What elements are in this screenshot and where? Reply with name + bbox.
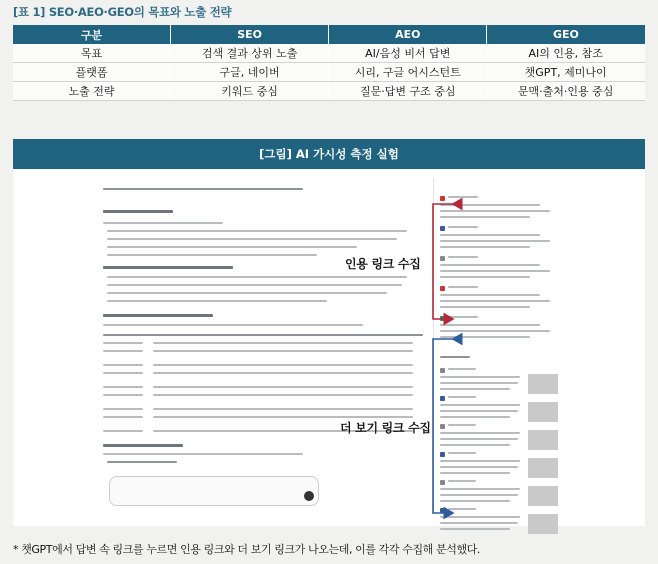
table-cell: 구글, 네이버 — [171, 63, 329, 82]
source-favicon-icon — [440, 196, 445, 201]
table-cell: 검색 결과 상위 노출 — [171, 44, 329, 63]
link-thumbnail — [528, 486, 558, 506]
placeholder-text-line — [103, 334, 423, 336]
placeholder-text-line — [153, 394, 413, 396]
link-thumbnail — [528, 514, 558, 534]
placeholder-text-line — [103, 408, 143, 410]
citation-text-line — [448, 226, 478, 228]
placeholder-text-line — [107, 230, 407, 232]
link-thumbnail — [528, 430, 558, 450]
header-aeo: AEO — [329, 25, 487, 44]
more-link-text-line — [440, 388, 510, 390]
citation-text-line — [440, 264, 540, 266]
more-link-text-line — [448, 396, 476, 398]
table-cell: 문맥·출처·인용 중심 — [487, 82, 645, 101]
more-link-text-line — [440, 516, 520, 518]
header-geo: GEO — [487, 25, 645, 44]
more-link-text-line — [448, 368, 476, 370]
more-link-text-line — [448, 480, 476, 482]
table-cell: AI의 인용, 참조 — [487, 44, 645, 63]
chat-answer-column — [93, 176, 425, 516]
placeholder-text-line — [107, 284, 402, 286]
figure-title: [그림] AI 가시성 측정 실험 — [13, 139, 645, 169]
table-cell: AI/음성 비서 답변 — [329, 44, 487, 63]
table-cell: 키워드 중심 — [171, 82, 329, 101]
table-cell: 시리, 구글 어시스턴트 — [329, 63, 487, 82]
more-link-text-line — [440, 438, 518, 440]
table-cell: 질문·답변 구조 중심 — [329, 82, 487, 101]
more-link-text-line — [440, 376, 520, 378]
source-favicon-icon — [440, 286, 445, 291]
more-link-text-line — [440, 500, 510, 502]
placeholder-text-line — [103, 222, 223, 224]
citation-text-line — [440, 276, 530, 278]
placeholder-text-line — [153, 364, 413, 366]
placeholder-text-line — [103, 386, 143, 388]
link-thumbnail — [528, 374, 558, 394]
placeholder-text-line — [103, 394, 143, 396]
table-cell: 플랫폼 — [13, 63, 171, 82]
strategy-table — [13, 25, 645, 101]
table-cell: 목표 — [13, 44, 171, 63]
citation-text-line — [440, 294, 540, 296]
more-link-text-line — [448, 508, 476, 510]
placeholder-text-line — [103, 314, 213, 317]
table-row — [13, 44, 645, 63]
table-caption: [표 1] SEO·AEO·GEO의 목표와 노출 전략 — [13, 5, 232, 19]
source-favicon-icon — [440, 396, 445, 401]
citation-text-line — [440, 270, 550, 272]
source-favicon-icon — [440, 316, 445, 321]
placeholder-text-line — [153, 416, 413, 418]
more-link-text-line — [440, 382, 518, 384]
chat-input-box[interactable] — [109, 476, 319, 506]
send-button[interactable] — [304, 491, 314, 501]
citation-text-line — [440, 204, 540, 206]
more-link-text-line — [440, 460, 520, 462]
sources-panel — [433, 178, 562, 514]
placeholder-text-line — [107, 300, 327, 302]
more-link-text-line — [448, 452, 476, 454]
placeholder-text-line — [103, 372, 143, 374]
placeholder-text-line — [107, 461, 177, 463]
citation-text-line — [440, 300, 550, 302]
citation-link-label: 인용 링크 수집 — [345, 257, 421, 271]
source-favicon-icon — [440, 508, 445, 513]
placeholder-text-line — [107, 246, 357, 248]
placeholder-text-line — [107, 276, 407, 278]
more-link-text-line — [440, 488, 520, 490]
link-thumbnail — [528, 458, 558, 478]
placeholder-text-line — [103, 342, 143, 344]
placeholder-text-line — [103, 444, 183, 447]
citation-text-line — [448, 196, 478, 198]
table-row — [13, 63, 645, 82]
footnote: * 챗GPT에서 답변 속 링크를 누르면 인용 링크와 더 보기 링크가 나오는데, 이를 각각 수집해 분석했다. — [13, 543, 481, 556]
more-link-text-line — [440, 444, 510, 446]
placeholder-text-line — [153, 386, 413, 388]
citation-text-line — [440, 216, 530, 218]
more-link-label: 더 보기 링크 수집 — [340, 421, 431, 435]
placeholder-text-line — [103, 350, 143, 352]
citation-text-line — [440, 324, 540, 326]
table-header-row — [13, 25, 645, 44]
citation-text-line — [448, 316, 478, 318]
placeholder-text-line — [107, 238, 397, 240]
citation-text-line — [440, 210, 550, 212]
source-favicon-icon — [440, 452, 445, 457]
link-thumbnail — [528, 402, 558, 422]
source-favicon-icon — [440, 480, 445, 485]
placeholder-text-line — [103, 416, 143, 418]
placeholder-text-line — [103, 210, 173, 213]
placeholder-text-line — [107, 254, 317, 256]
placeholder-text-line — [153, 372, 413, 374]
source-favicon-icon — [440, 256, 445, 261]
more-link-text-line — [440, 528, 510, 530]
placeholder-text-line — [103, 364, 143, 366]
table-cell: 노출 전략 — [13, 82, 171, 101]
table-row — [13, 82, 645, 101]
more-link-text-line — [440, 522, 518, 524]
chatgpt-screenshot — [93, 176, 563, 516]
source-favicon-icon — [440, 226, 445, 231]
more-link-text-line — [440, 432, 520, 434]
citation-text-line — [440, 336, 530, 338]
more-link-text-line — [440, 404, 520, 406]
source-favicon-icon — [440, 424, 445, 429]
placeholder-text-line — [107, 292, 387, 294]
header-seo: SEO — [171, 25, 329, 44]
more-link-text-line — [440, 416, 510, 418]
more-heading-line — [440, 356, 470, 358]
more-link-text-line — [440, 466, 518, 468]
figure-box — [13, 139, 645, 526]
placeholder-text-line — [103, 188, 303, 190]
placeholder-text-line — [153, 350, 413, 352]
more-link-text-line — [440, 410, 518, 412]
placeholder-text-line — [103, 266, 233, 269]
more-link-text-line — [440, 472, 510, 474]
citation-text-line — [440, 240, 550, 242]
more-link-text-line — [440, 494, 518, 496]
citation-text-line — [440, 330, 550, 332]
citation-text-line — [448, 286, 478, 288]
placeholder-text-line — [103, 430, 143, 432]
more-link-text-line — [448, 424, 476, 426]
table-cell: 챗GPT, 제미나이 — [487, 63, 645, 82]
header-category: 구분 — [13, 25, 171, 44]
citation-text-line — [448, 256, 478, 258]
placeholder-text-line — [103, 453, 303, 455]
placeholder-text-line — [103, 324, 363, 326]
citation-text-line — [440, 306, 530, 308]
placeholder-text-line — [153, 408, 413, 410]
placeholder-text-line — [153, 342, 413, 344]
citation-text-line — [440, 246, 530, 248]
source-favicon-icon — [440, 368, 445, 373]
citation-text-line — [440, 234, 540, 236]
